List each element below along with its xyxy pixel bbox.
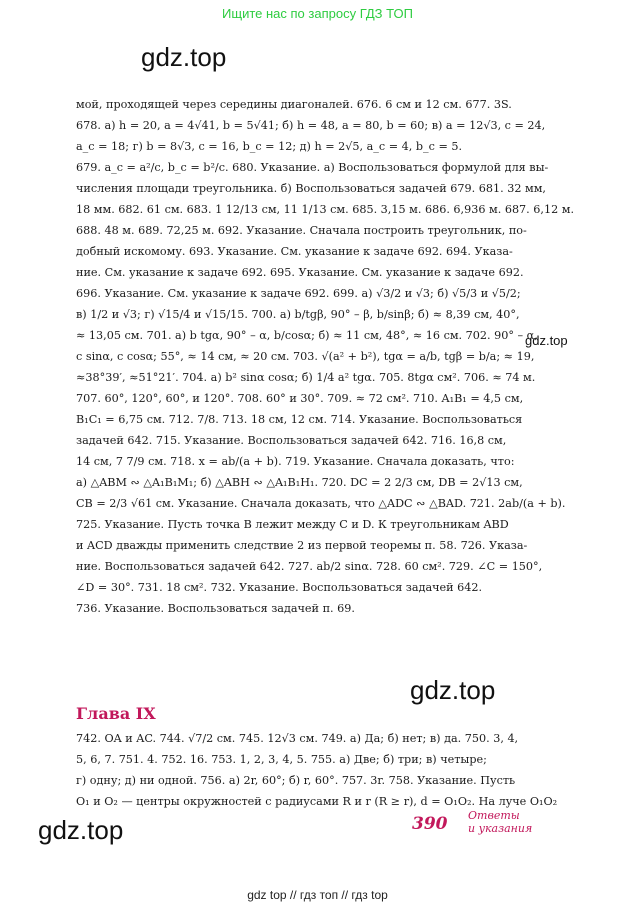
- text-line: мой, проходящей через середины диагоналей. 676. 6 см и 12 см. 677. 3S.: [76, 98, 512, 111]
- text-line: числения площади треугольника. б) Воспользоваться задачей 679. 681. 32 мм,: [76, 182, 546, 195]
- text-line: ∠D = 30°. 731. 18 см². 732. Указание. Воспользоваться задачей 642.: [76, 581, 483, 594]
- text-line: 5, 6, 7. 751. 4. 752. 16. 753. 1, 2, 3, 4, 5. 755. а) Две; б) три; в) четыре;: [76, 753, 487, 766]
- text-line: 707. 60°, 120°, 60°, и 120°. 708. 60° и 30°. 709. ≈ 72 см². 710. A₁B₁ = 4,5 см,: [76, 392, 524, 405]
- text-line: 725. Указание. Пусть точка B лежит между C и D. К треугольникам ABD: [76, 518, 509, 531]
- text-line: ние. См. указание к задаче 692. 695. Указание. См. указание к задаче 692.: [76, 266, 524, 279]
- chapter-title: Глава IX: [76, 704, 156, 723]
- text-line: 678. а) h = 20, a = 4√41, b = 5√41; б) h = 48, a = 80, b = 60; в) a = 12√3, c = 24,: [76, 119, 546, 132]
- watermark-lower: gdz.top: [410, 675, 496, 705]
- text-line: 696. Указание. См. указание к задаче 692. 699. а) √3/2 и √3; б) √5/3 и √5/2;: [76, 287, 521, 300]
- text-line: ние. Воспользоваться задачей 642. 727. ab/2 sinα. 728. 60 см². 729. ∠C = 150°,: [76, 560, 543, 573]
- text-line: и ACD дважды применить следствие 2 из первой теоремы п. 58. 726. Указа-: [76, 539, 528, 552]
- text-line: 14 см, 7 7/9 см. 718. x = ab/(a + b). 719. Указание. Сначала доказать, что:: [76, 455, 515, 468]
- text-line: 679. a_c = a²/c, b_c = b²/c. 680. Указание. а) Воспользоваться формулой для вы-: [76, 161, 549, 174]
- text-line: 742. OA и AC. 744. √7/2 см. 745. 12√3 см. 749. а) Да; б) нет; в) да. 750. 3, 4,: [76, 732, 519, 745]
- watermark-bottom: gdz.top: [38, 815, 124, 845]
- text-line: ≈38°39′, ≈51°21′. 704. а) b² sinα cosα; б) 1/4 a² tgα. 705. 8tgα см². 706. ≈ 74 м.: [76, 371, 536, 384]
- text-line: a_c = 18; г) b = 8√3, c = 16, b_c = 12; д) h = 2√5, a_c = 4, b_c = 5.: [76, 140, 463, 153]
- footer-links: gdz top // гдз топ // гдз top: [247, 888, 388, 902]
- top-banner: Ищите нас по запросу ГДЗ ТОП: [222, 6, 413, 21]
- page-caption: [468, 809, 532, 835]
- page-number: 390: [412, 814, 448, 834]
- text-line: O₁ и O₂ — центры окружностей с радиусами R и r (R ≥ r), d = O₁O₂. На луче O₁O₂: [76, 795, 558, 808]
- page-caption-line: и указания: [468, 822, 533, 835]
- text-line: ≈ 13,05 см. 701. а) b tgα, 90° – α, b/cosα; б) ≈ 11 см, 48°, ≈ 16 см. 702. 90° – α,: [76, 329, 538, 342]
- text-line: c sinα, c cosα; 55°, ≈ 14 см, ≈ 20 см. 703. √(a² + b²), tgα = a/b, tgβ = b/a; ≈ 19,: [76, 350, 535, 363]
- text-line: а) △ABM ∾ △A₁B₁M₁; б) △ABH ∾ △A₁B₁H₁. 720. DC = 2 2/3 см, DB = 2√13 см,: [76, 476, 523, 489]
- watermark-top: gdz.top: [141, 42, 227, 72]
- watermark-mid: gdz.top: [525, 333, 568, 348]
- text-line: CB = 2/3 √61 см. Указание. Сначала доказать, что △ADC ∾ △BAD. 721. 2ab/(a + b).: [76, 497, 566, 510]
- text-line: 736. Указание. Воспользоваться задачей п. 69.: [76, 602, 355, 615]
- chapter-text: [76, 728, 614, 812]
- answers-text: [76, 94, 614, 619]
- text-line: г) одну; д) ни одной. 756. а) 2r, 60°; б) r, 60°. 757. 3r. 758. Указание. Пусть: [76, 774, 516, 787]
- page-caption-line: Ответы: [468, 809, 520, 822]
- text-line: задачей 642. 715. Указание. Воспользоваться задачей 642. 716. 16,8 см,: [76, 434, 507, 447]
- text-line: B₁C₁ = 6,75 см. 712. 7/8. 713. 18 см, 12 см. 714. Указание. Воспользоваться: [76, 413, 523, 426]
- text-line: 688. 48 м. 689. 72,25 м. 692. Указание. Сначала построить треугольник, по-: [76, 224, 527, 237]
- text-line: 18 мм. 682. 61 см. 683. 1 12/13 см, 11 1/13 см. 685. 3,15 м. 686. 6,936 м. 687. 6,12 м.: [76, 203, 575, 216]
- text-line: в) 1/2 и √3; г) √15/4 и √15/15. 700. а) b/tgβ, 90° – β, b/sinβ; б) ≈ 8,39 см, 40°,: [76, 308, 520, 321]
- text-line: добный искомому. 693. Указание. См. указание к задаче 692. 694. Указа-: [76, 245, 513, 258]
